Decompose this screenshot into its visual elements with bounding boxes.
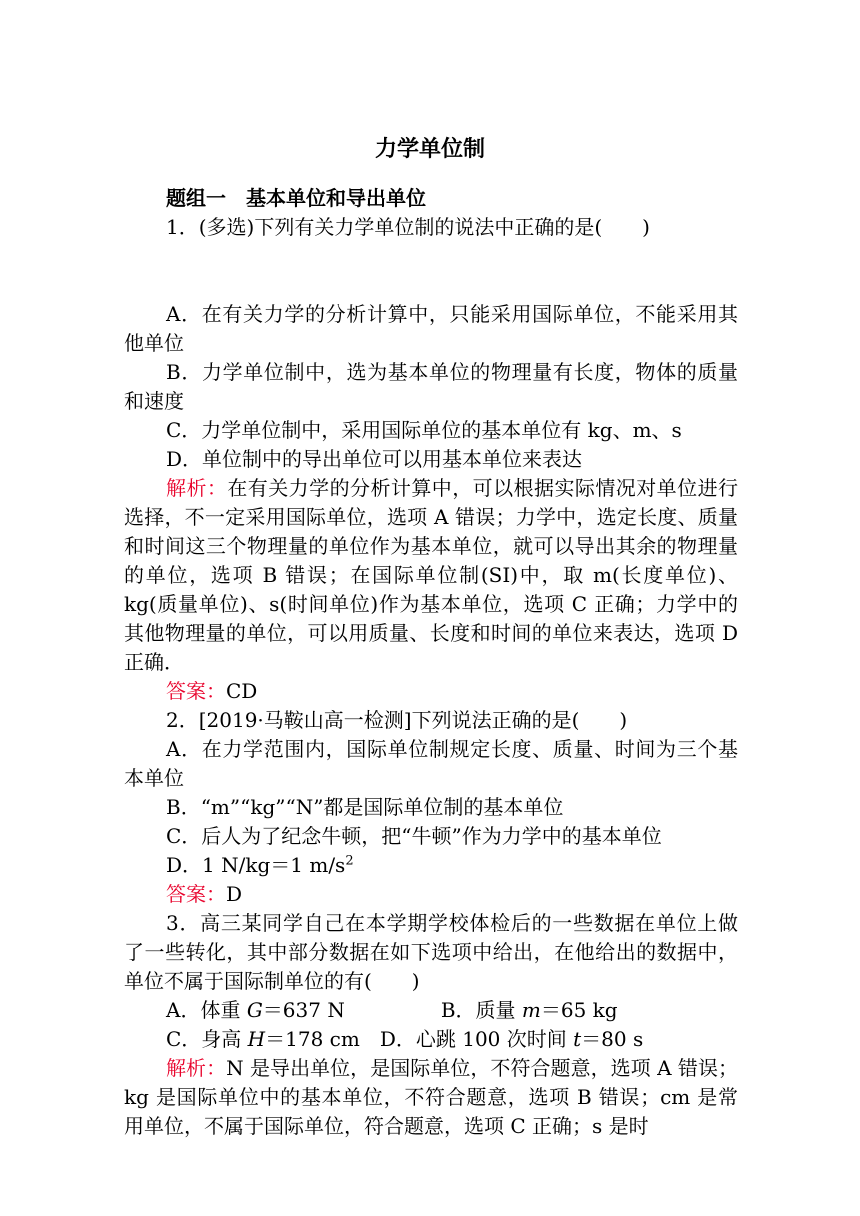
document-body xyxy=(124,184,738,1141)
q2-answer xyxy=(124,880,738,909)
page-title: 力学单位制 xyxy=(374,137,485,162)
q3-option-b xyxy=(441,998,618,1022)
variable: m xyxy=(521,998,541,1022)
q1-answer xyxy=(124,677,738,706)
answer-space xyxy=(124,242,738,300)
option-value: ＝80 s xyxy=(581,1027,644,1051)
q3-options-ab xyxy=(124,996,738,1025)
q2-option-d xyxy=(124,851,738,880)
option-value: ＝637 N xyxy=(262,998,345,1022)
q1-stem: 1．(多选)下列有关力学单位制的说法中正确的是( ) xyxy=(166,215,650,239)
q1-option-a: A．在有关力学的分析计算中，只能采用国际单位，不能采用其他单位 xyxy=(124,302,738,355)
q1-analysis xyxy=(124,474,738,677)
analysis-label: 解析： xyxy=(166,476,228,500)
q3-option-d xyxy=(380,1027,643,1051)
q2-option-d-text: D．1 N/kg＝1 m/s xyxy=(166,853,346,877)
option-value: ＝65 kg xyxy=(540,998,618,1022)
q2-option-c: C．后人为了纪念牛顿，把“牛顿”作为力学中的基本单位 xyxy=(166,824,662,848)
answer-text: CD xyxy=(226,679,258,703)
answer-label: 答案： xyxy=(166,882,226,906)
q3-analysis xyxy=(124,1054,738,1141)
superscript: 2 xyxy=(345,853,354,869)
analysis-label: 解析： xyxy=(166,1056,227,1080)
q2-option-b: B．“m”“kg”“N”都是国际单位制的基本单位 xyxy=(166,795,564,819)
answer-text: D xyxy=(226,882,243,906)
variable: H xyxy=(247,1027,266,1051)
q2-stem: 2．[2019·马鞍山高一检测]下列说法正确的是( ) xyxy=(166,708,628,732)
option-value: ＝178 cm xyxy=(265,1027,360,1051)
analysis-text: N 是导出单位，是国际单位，不符合题意，选项 A 错误；kg 是国际单位中的基本单位，不符合题意，选项 B 错误；cm 是常用单位，不属于国际单位，符合题意，选项 C 正确；s 是时 xyxy=(124,1056,739,1138)
q1-option-d: D．单位制中的导出单位可以用基本单位来表达 xyxy=(166,447,583,471)
section-heading: 题组一 基本单位和导出单位 xyxy=(166,186,426,210)
variable: G xyxy=(246,998,263,1022)
answer-label: 答案： xyxy=(166,679,226,703)
q3-stem: 3．高三某同学自己在本学期学校体检后的一些数据在单位上做了一些转化，其中部分数据在如下选项中给出，在他给出的数据中，单位不属于国际制单位的有( ) xyxy=(124,911,738,993)
option-text: A．体重 xyxy=(166,998,247,1022)
q3-options-cd xyxy=(124,1025,738,1054)
q3-option-a xyxy=(166,998,345,1022)
variable: t xyxy=(573,1027,582,1051)
analysis-text: 在有关力学的分析计算中，可以根据实际情况对单位进行选择，不一定采用国际单位，选项 A 错误；力学中，选定长度、质量和时间这三个物理量的单位作为基本单位，就可以导出其余的物理量的单位，选项 B 错误；在国际单位制(SI)中，取 m(长度单位)、kg(质量单位)、s(时间单位)作为基本单位，选项 C 正确；力学中的其他物理量的单位，可以用质量、长度和时间的单位来表达，选项 D 正确． xyxy=(124,476,739,674)
option-text: C．身高 xyxy=(166,1027,248,1051)
option-text: B．质量 xyxy=(440,998,522,1022)
q2-option-a: A．在力学范围内，国际单位制规定长度、质量、时间为三个基本单位 xyxy=(124,737,738,790)
q1-option-b: B．力学单位制中，选为基本单位的物理量有长度，物体的质量和速度 xyxy=(124,360,738,413)
q3-option-c xyxy=(166,1027,360,1051)
option-text: D．心跳 100 次时间 xyxy=(379,1027,574,1051)
q1-option-c: C．力学单位制中，采用国际单位的基本单位有 kg、m、s xyxy=(166,418,682,442)
